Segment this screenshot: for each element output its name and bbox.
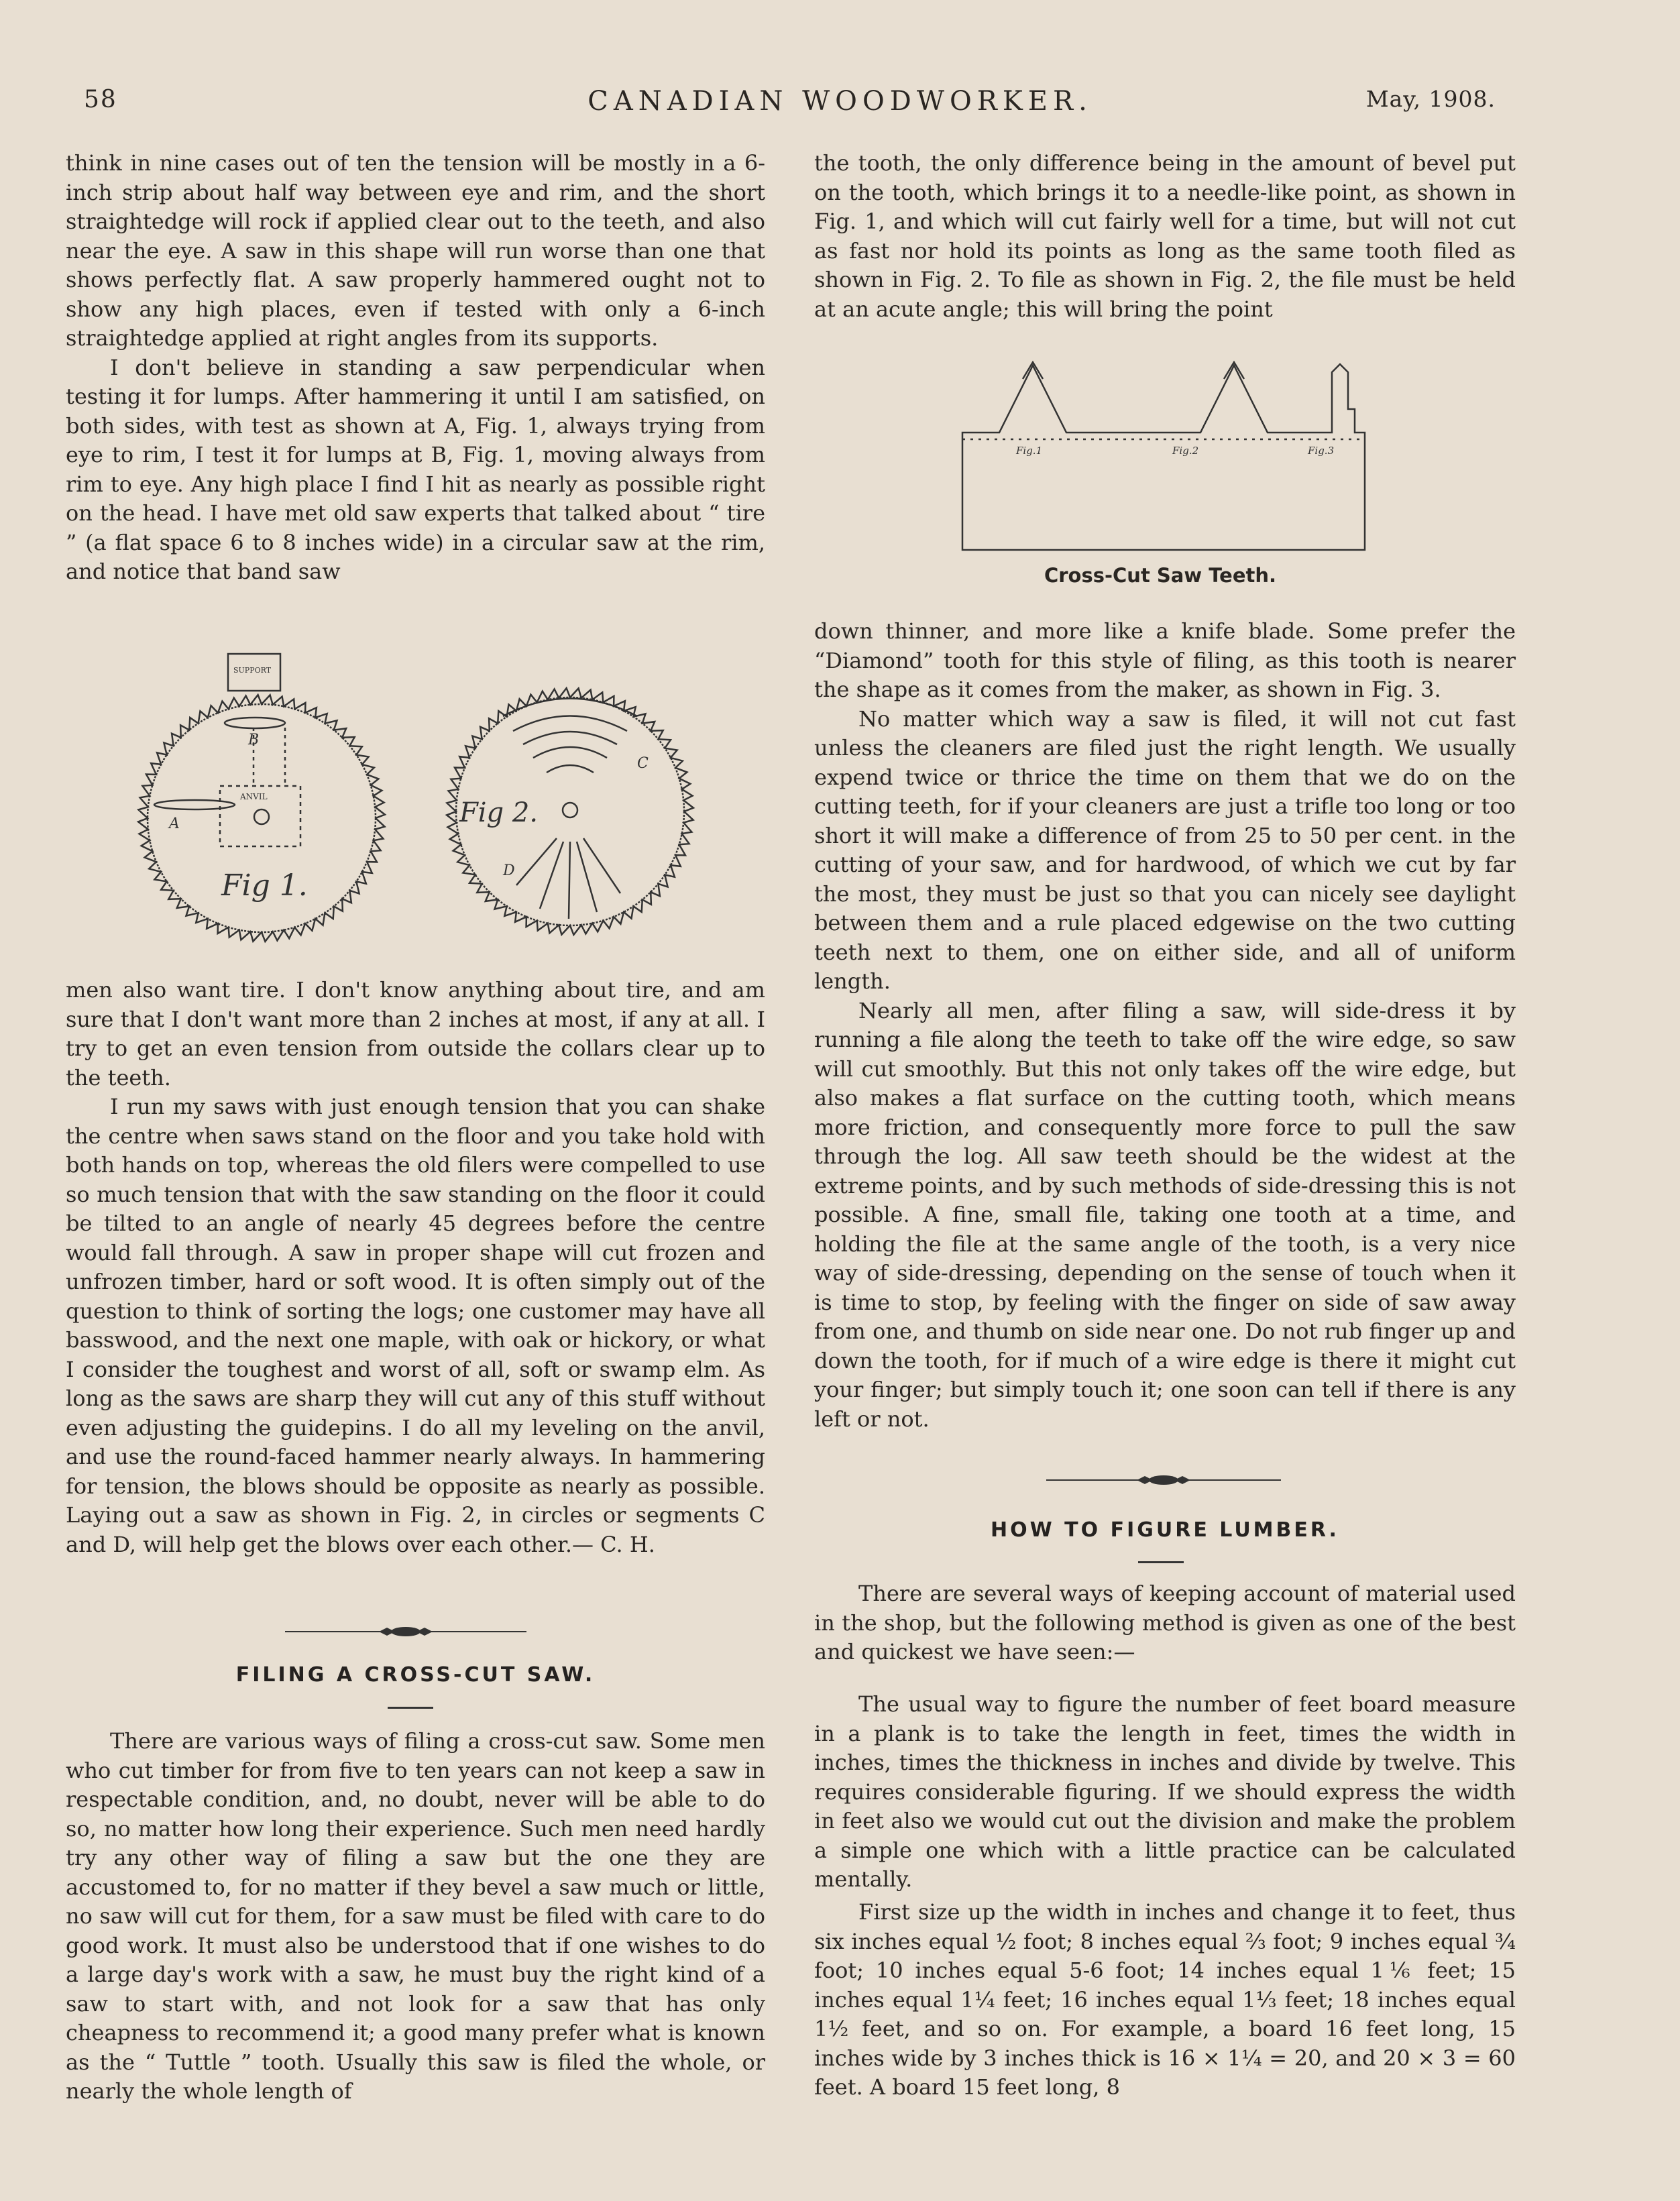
paragraph: I don't believe in standing a saw perpendicular when testing it for lumps. After hammering it until I am satisfied, on both sides, with test as shown at A, Fig. 1, always trying from eye to rim, I test it for lumps at B, Fig. 1, moving always from rim to eye. Any high place I find I hit as nearly as possible right on the head. I have met old saw experts that talked about “ tire ” (a flat space 6 to 8 inches wide) in a circular saw at the rim, and notice that band saw — [66, 354, 765, 584]
teeth-fig3-label: Fig.3 — [1308, 445, 1335, 457]
straightedge-a — [154, 800, 235, 809]
arc — [547, 765, 594, 773]
arc — [513, 716, 627, 732]
section-ornament — [285, 1624, 526, 1639]
paragraph: There are several ways of keeping account of material used in the shop, but the following method is given as one of the best and quickest we have seen:— — [814, 1581, 1516, 1664]
saw-fig2-eye — [563, 803, 577, 817]
column2-middle — [814, 617, 1516, 1434]
paragraph: down thinner, and more like a knife blade. Some prefer the “Diamond” tooth for this style of filing, as this tooth is nearer the shape as it comes from the maker, as shown in Fig. 3. — [814, 618, 1516, 702]
paragraph: First size up the width in inches and change it to feet, thus six inches equal ½ foot; 8 inches equal ⅔ foot; 9 inches equal ¾ foot; 10 inches equal 5-6 foot; 14 inches equal 1⅙ feet; 15 inches equal 1¼ feet; 16 inches equal 1⅓ feet; 18 inches equal 1½ feet, and so on. For example, a board 16 feet long, 15 inches wide by 3 inches thick is 16 × 1¼ = 20, and 20 × 3 = 60 feet. A board 15 feet long, 8 — [814, 1899, 1516, 2100]
paragraph: think in nine cases out of ten the tension will be mostly in a 6-inch strip about half way between eye and rim, and the short straightedge will rock if applied clear out to the teeth, and also near the eye. A saw in this shape will run worse than one that shows perfectly flat. A saw properly hammered ought not to show any high places, even if tested with only a 6-inch straightedge applied at right angles from its supports. — [66, 150, 765, 351]
column2-top — [814, 149, 1516, 324]
support-label: SUPPORT — [233, 666, 272, 675]
crosscut-teeth-figure — [959, 359, 1375, 560]
article-lumber-body — [814, 1690, 1516, 1895]
arc — [533, 747, 607, 758]
article-filing-body — [66, 1727, 765, 2106]
paragraph: There are various ways of filing a cross-cut saw. Some men who cut timber for from five to ten years can not keep a saw in respectable condition, and, no doubt, never will be able to do so, no matter how long their experience. Such men need hardly try any other way of filing a saw but the one they are accustomed to, for no matter if they bevel a saw much or little, no saw will cut for them, for a saw must be filed with care to do good work. It must also be understood that if one wishes to do a large day's work with a saw, he must buy the right kind of a saw to start with, and not look for a saw that has only cheapness to recommend it; a good many prefer what is known as the “ Tuttle ” tooth. Usually this saw is filed the whole, or nearly the whole length of — [66, 1728, 765, 2104]
paragraph: No matter which way a saw is filed, it will not cut fast unless the cleaners are filed just the right length. We usually expend twice or thrice the time on them that we do on the cutting teeth, for if your cleaners are just a trifle too long or too short it will make a difference of from 25 to 50 per cent. in the cutting of your saw, and for hardwood, of which we cut by far the most, they must be just so that you can nicely see daylight between them and a rule placed edgewise on the two cutting teeth next to them, one on either side, and all of uniform length. — [814, 706, 1516, 994]
article-lumber-intro — [814, 1579, 1516, 1667]
label-c: C — [637, 755, 649, 772]
title-underline — [388, 1707, 433, 1709]
magazine-title: CANADIAN WOODWORKER. — [587, 86, 1093, 117]
label-a: A — [169, 815, 180, 832]
article-lumber-body-2 — [814, 1898, 1516, 2102]
saw-tension-figures — [121, 644, 711, 946]
page-number: 58 — [84, 86, 117, 113]
figure-caption: Cross-Cut Saw Teeth. — [1044, 564, 1277, 587]
arc — [523, 732, 617, 744]
title-underline — [1138, 1561, 1184, 1563]
label-b: B — [248, 732, 260, 748]
paragraph: men also want tire. I don't know anything about tire, and am sure that I don't want more than 2 inches at most, if any at all. I try to get an even tension from outside the collars clear up to the teeth. — [66, 977, 765, 1090]
column1-middle — [66, 976, 765, 1559]
paragraph: I run my saws with just enough tension that you can shake the centre when saws stand on the floor and you take hold with both hands on top, whereas the old filers were compelled to use so much tension that with the saw standing on the floor it could be tilted to an angle of nearly 45 degrees before the centre would fall through. A saw in proper shape will cut frozen and unfrozen timber, hard or soft wood. It is often simply out of the question to think of sorting the logs; one customer may have all basswood, and the next one maple, with oak or hickory, or what I consider the toughest and worst of all, soft or swamp elm. As long as the saws are sharp they will cut any of this stuff without even adjusting the guidepins. I do all my leveling on the anvil, and use the round-faced hammer nearly always. In hammering for tension, the blows should be opposite as nearly as possible. Laying out a saw as shown in Fig. 2, in circles or segments C and D, will help get the blows over each other.— C. H. — [66, 1094, 765, 1557]
teeth-fig1-label: Fig.1 — [1016, 445, 1043, 457]
paragraph: The usual way to figure the number of feet board measure in a plank is to take the length in feet, times the width in inches, times the thickness in inches and divide by twelve. This requires considerable figuring. If we should express the width in feet also we would cut out the division and make the problem a simple one which with a little practice can be calculated mentally. — [814, 1691, 1516, 1892]
straightedge-b — [225, 718, 285, 728]
arc — [503, 699, 637, 717]
column1-top — [66, 149, 765, 587]
paragraph: the tooth, the only difference being in the amount of bevel put on the tooth, which brings it to a needle-like point, as shown in Fig. 1, and which will cut fairly well for a time, but will not cut as fast nor hold its points as long as the same tooth filed as shown in Fig. 2. To file as shown in Fig. 2, the file must be held at an acute angle; this will bring the point — [814, 150, 1516, 322]
fig1-label: Fig 1. — [221, 868, 308, 903]
paragraph: Nearly all men, after filing a saw, will side-dress it by running a file along the teeth to take off the wire edge, so saw will cut smoothly. But this not only takes off the wire edge, but also makes a flat surface on the cutting tooth, which means more friction, and consequently more force to pull the saw through the log. All saw teeth should be the widest at the extreme points, and by such methods of side-dressing this is not possible. A fine, small file, taking one tooth at a time, and holding the file at the same angle of the tooth, is a very nice way of side-dressing, depending on the sense of touch when it is time to stop, by feeling with the finger on side of saw away from one, and thumb on side near one. Do not rub finger up and down the tooth, for if much of a wire edge is there it might cut your finger; but simply touch it; one soon can tell if there is any left or not. — [814, 997, 1516, 1432]
saw-fig1-eye — [254, 809, 269, 824]
label-d: D — [503, 862, 515, 879]
issue-date: May, 1908. — [1365, 86, 1496, 112]
teeth-fig2-label: Fig.2 — [1172, 445, 1199, 457]
section-ornament — [1046, 1473, 1281, 1487]
teeth-outline — [962, 364, 1365, 550]
article-title-lumber: HOW TO FIGURE LUMBER. — [991, 1518, 1339, 1542]
article-title-filing: FILING A CROSS-CUT SAW. — [235, 1663, 596, 1687]
fig2-label: Fig 2. — [459, 797, 539, 828]
anvil-label: ANVIL — [240, 792, 268, 801]
